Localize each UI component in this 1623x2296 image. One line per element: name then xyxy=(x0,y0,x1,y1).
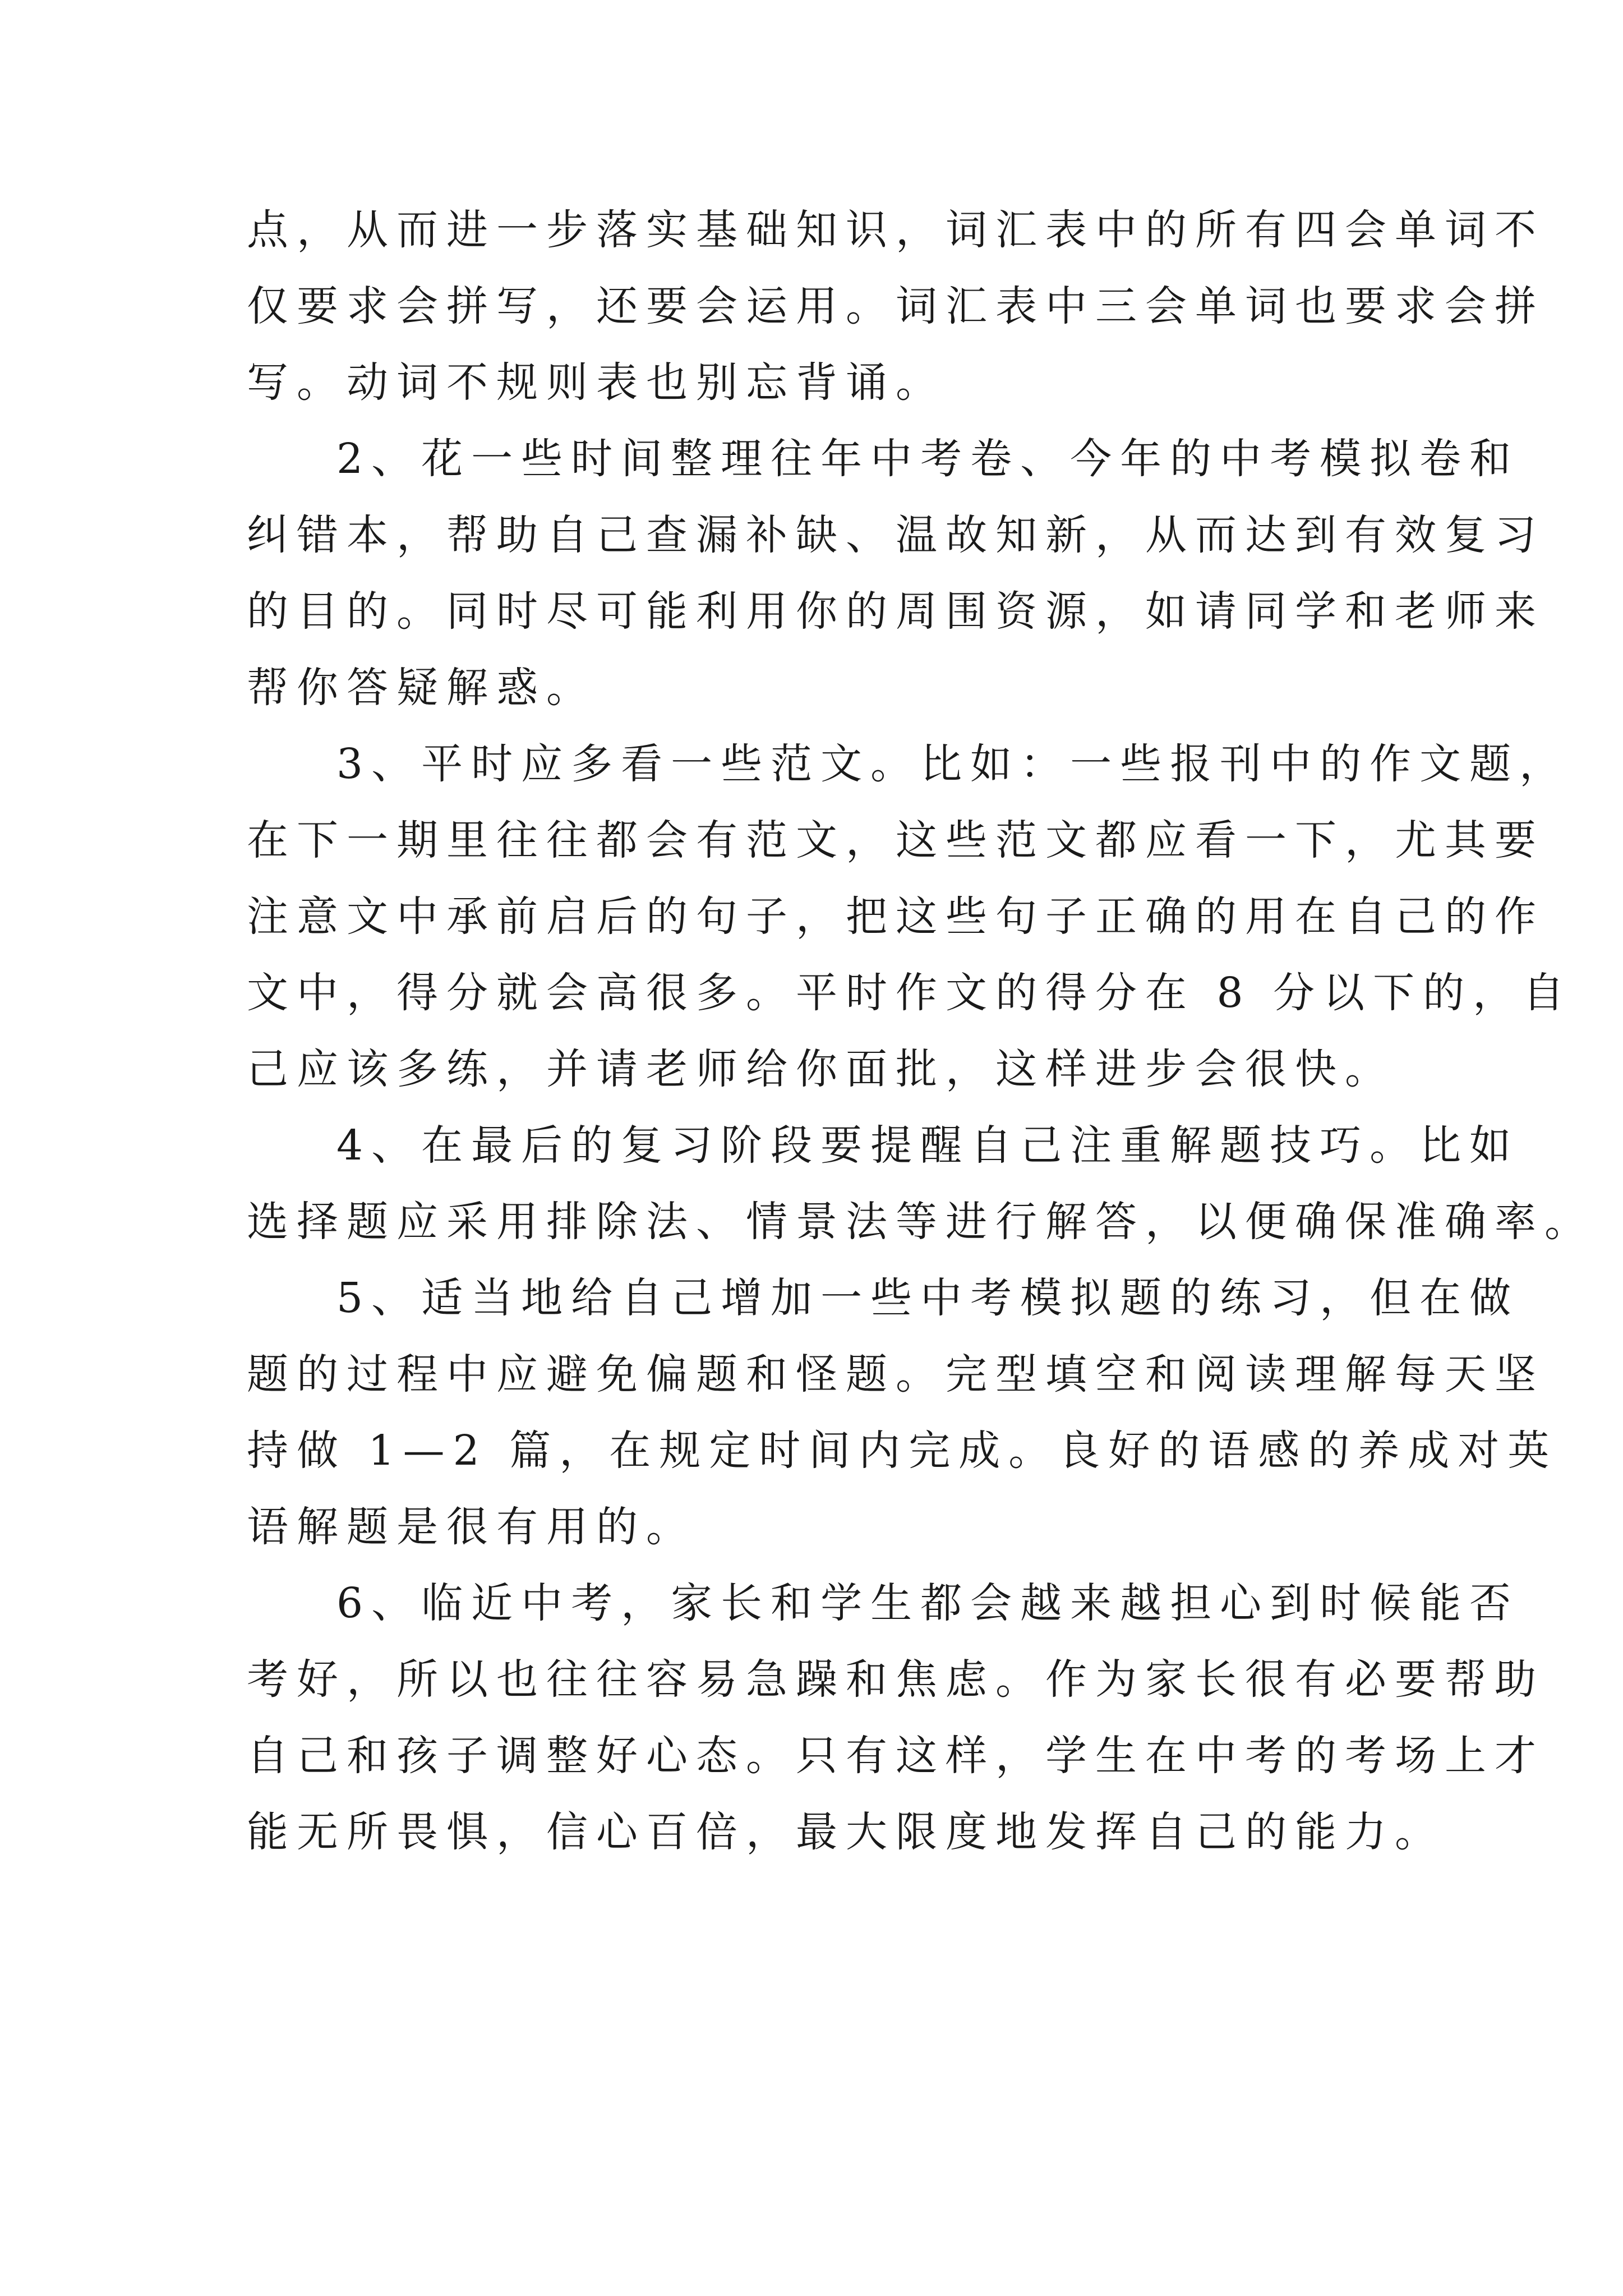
body-text xyxy=(247,192,1594,1870)
text-line: 语解题是很有用的。 xyxy=(247,1503,696,1551)
text-line: 己应该多练，并请老师给你面批，这样进步会很快。 xyxy=(247,1045,1395,1093)
paragraph-2-first-line: 2、花一些时间整理往年中考卷、今年的中考模拟卷和 xyxy=(336,435,1520,483)
paragraph-3-first-line: 3、平时应多看一些范文。比如：一些报刊中的作文题， xyxy=(336,740,1570,788)
paragraph-6-first-line: 6、临近中考，家长和学生都会越来越担心到时候能否 xyxy=(336,1579,1520,1627)
paragraph-5-first-line: 5、适当地给自己增加一些中考模拟题的练习，但在做 xyxy=(336,1274,1520,1322)
text-line: 选择题应采用排除法、情景法等进行解答，以便确保准确率。 xyxy=(247,1198,1594,1246)
text-line: 纠错本，帮助自己查漏补缺、温故知新，从而达到有效复习 xyxy=(247,511,1544,559)
text-line: 在下一期里往往都会有范文，这些范文都应看一下，尤其要 xyxy=(247,816,1544,864)
paragraph-4-first-line: 4、在最后的复习阶段要提醒自己注重解题技巧。比如 xyxy=(336,1121,1520,1170)
text-line: 点，从而进一步落实基础知识，词汇表中的所有四会单词不 xyxy=(247,206,1544,254)
text-line: 注意文中承前启后的句子，把这些句子正确的用在自己的作 xyxy=(247,892,1544,941)
text-line: 题的过程中应避免偏题和怪题。完型填空和阅读理解每天坚 xyxy=(247,1350,1544,1398)
text-line: 考好，所以也往往容易急躁和焦虑。作为家长很有必要帮助 xyxy=(247,1655,1544,1704)
text-line: 的目的。同时尽可能利用你的周围资源，如请同学和老师来 xyxy=(247,587,1544,636)
text-line: 仅要求会拼写，还要会运用。词汇表中三会单词也要求会拼 xyxy=(247,282,1544,330)
text-line: 能无所畏惧，信心百倍，最大限度地发挥自己的能力。 xyxy=(247,1808,1445,1856)
text-line: 持做 1—2 篇，在规定时间内完成。良好的语感的养成对英 xyxy=(247,1427,1558,1475)
text-line: 文中，得分就会高很多。平时作文的得分在 8 分以下的，自 xyxy=(247,969,1573,1017)
text-line: 帮你答疑解惑。 xyxy=(247,664,596,712)
text-line: 自己和孩子调整好心态。只有这样，学生在中考的考场上才 xyxy=(247,1732,1544,1780)
text-line: 写。动词不规则表也别忘背诵。 xyxy=(247,358,946,407)
